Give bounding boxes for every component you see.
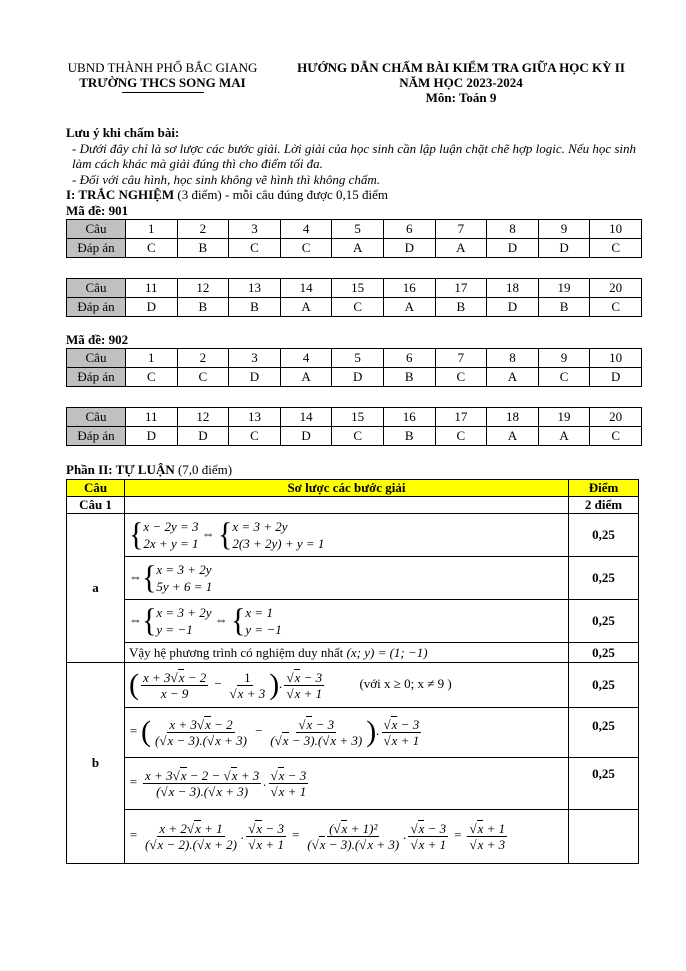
step-score: 0,25 xyxy=(569,557,639,600)
step-b1: ( $\frac{x + 3√x - 2}{x - 9}$ − $\frac{1}{√x + 3}$ ). $\frac{√x - 3}{√x + 1}$ (với x ≥ 0; x ≠ 9 ) xyxy=(125,663,569,708)
answer-letter: C xyxy=(590,239,642,258)
question-number: 10 xyxy=(590,220,642,239)
question-number: 18 xyxy=(487,279,539,298)
question-number: 7 xyxy=(435,220,487,239)
answer-letter: C xyxy=(538,368,590,387)
question-number: 13 xyxy=(229,408,281,427)
question-number: 8 xyxy=(487,220,539,239)
answer-letter: C xyxy=(280,239,332,258)
answer-letter: D xyxy=(280,427,332,446)
subject: Môn: Toán 9 xyxy=(425,90,497,105)
answer-letter: D xyxy=(332,368,384,387)
answer-letter: B xyxy=(229,298,281,317)
question-number: 2 xyxy=(177,220,229,239)
answer-letter: A xyxy=(332,239,384,258)
answer-row xyxy=(67,368,642,387)
answer-letter: D xyxy=(126,427,178,446)
answer-letter: B xyxy=(538,298,590,317)
step-score: 0,25 xyxy=(569,643,639,663)
answer-row xyxy=(67,427,642,446)
question-number: 12 xyxy=(177,279,229,298)
step-b3: = $\frac{x + 3√x - 2 - √x + 3}{(√x - 3).(√x + 3)}$ . $\frac{√x - 3}{√x + 1}$ xyxy=(125,758,569,810)
answer-letter: C xyxy=(332,427,384,446)
question-number: 7 xyxy=(435,349,487,368)
section1-title: I: TRẮC NGHIỆM xyxy=(66,187,175,202)
note-item: - Dưới đây chỉ là sơ lược các bước giải. Lời giải của học sinh cần lập luận chặt chẽ hợp logic. Nếu học sinh làm cách khác mà giải đúng thì cho điểm tối đa. xyxy=(72,140,637,171)
b-condition: (với x ≥ 0; x ≠ 9 ) xyxy=(359,675,452,691)
step-score: 0,25 xyxy=(569,708,639,758)
answer-letter: A xyxy=(280,368,332,387)
answer-letter: C xyxy=(332,298,384,317)
col-question: Câu xyxy=(67,480,125,497)
col-score: Điểm xyxy=(569,480,639,497)
answer-letter: D xyxy=(487,298,539,317)
question-number: 15 xyxy=(332,408,384,427)
step-row xyxy=(67,810,639,864)
section1-heading xyxy=(66,187,388,203)
question-number: 5 xyxy=(332,349,384,368)
step-score: 0,25 xyxy=(569,514,639,557)
answer-letter: D xyxy=(383,239,435,258)
question-number: 19 xyxy=(538,408,590,427)
question-number: 11 xyxy=(126,408,178,427)
step-a3: ⇔{x = 3 + 2y y = −1 ⇔ {x = 1 y = −1 xyxy=(125,600,569,643)
answer-letter: C xyxy=(126,368,178,387)
step-row xyxy=(67,514,639,557)
step-a4 xyxy=(125,643,569,663)
question-number: 10 xyxy=(590,349,642,368)
essay-header-row xyxy=(67,480,639,497)
question-number: 17 xyxy=(435,408,487,427)
question1-score: 2 điểm xyxy=(569,497,639,514)
answer-letter: C xyxy=(126,239,178,258)
row-label-question: Câu xyxy=(67,408,126,427)
step-score: 0,25 xyxy=(569,600,639,643)
question-number: 11 xyxy=(126,279,178,298)
question-number: 4 xyxy=(280,220,332,239)
code-902-label: Mã đề: 902 xyxy=(66,332,129,347)
a-solution: (x; y) = (1; −1) xyxy=(346,644,428,660)
step-row xyxy=(67,557,639,600)
answer-letter: C xyxy=(590,427,642,446)
authority-name: UBND THÀNH PHỐ BẮC GIANG xyxy=(67,60,258,75)
header-left xyxy=(60,60,265,93)
answer-letter: D xyxy=(177,427,229,446)
answer-letter: B xyxy=(383,427,435,446)
school-year: NĂM HỌC 2023-2024 xyxy=(399,75,523,90)
question-number: 14 xyxy=(280,279,332,298)
essay-table xyxy=(66,479,639,864)
question-number: 6 xyxy=(383,349,435,368)
question-number: 14 xyxy=(280,408,332,427)
answer-letter: A xyxy=(435,239,487,258)
step-score: 0,25 xyxy=(569,663,639,708)
answer-letter: D xyxy=(487,239,539,258)
a-conclusion: Vậy hệ phương trình có nghiệm duy nhất xyxy=(129,644,344,660)
question-number: 8 xyxy=(487,349,539,368)
question-number: 3 xyxy=(229,220,281,239)
notes-title: Lưu ý khi chấm bài: xyxy=(66,125,180,140)
row-label-answer: Đáp án xyxy=(67,368,126,387)
question-number: 13 xyxy=(229,279,281,298)
question-row xyxy=(67,408,642,427)
question-number: 5 xyxy=(332,220,384,239)
question-number: 1 xyxy=(126,220,178,239)
question-row xyxy=(67,279,642,298)
answer-letter: C xyxy=(229,239,281,258)
question-number: 18 xyxy=(487,408,539,427)
header-underline xyxy=(122,92,204,93)
part-b-label: b xyxy=(67,663,125,864)
answer-letter: B xyxy=(383,368,435,387)
question-number: 9 xyxy=(538,220,590,239)
step-row xyxy=(67,600,639,643)
section2-heading xyxy=(66,462,232,478)
grading-notes xyxy=(66,125,638,187)
question-number: 9 xyxy=(538,349,590,368)
step-row xyxy=(67,708,639,758)
section1-note: (3 điểm) - mỗi câu đúng được 0,15 điểm xyxy=(174,187,389,202)
answer-letter: C xyxy=(229,427,281,446)
document-title: HƯỚNG DẪN CHẤM BÀI KIỂM TRA GIỮA HỌC KỲ II xyxy=(297,60,625,75)
answer-letter: D xyxy=(538,239,590,258)
answer-letter: D xyxy=(126,298,178,317)
question-number: 1 xyxy=(126,349,178,368)
answer-letter: A xyxy=(538,427,590,446)
step-a2: ⇔{x = 3 + 2y 5y + 6 = 1 xyxy=(125,557,569,600)
question1-label: Câu 1 xyxy=(67,497,125,514)
answer-letter: D xyxy=(590,368,642,387)
school-name: TRƯỜNG THCS SONG MAI xyxy=(79,75,246,90)
question-number: 20 xyxy=(590,408,642,427)
question-number: 6 xyxy=(383,220,435,239)
answer-letter: A xyxy=(383,298,435,317)
question-number: 15 xyxy=(332,279,384,298)
question-number: 3 xyxy=(229,349,281,368)
question-number: 17 xyxy=(435,279,487,298)
question-number: 19 xyxy=(538,279,590,298)
question-number: 16 xyxy=(383,408,435,427)
part-a-label: a xyxy=(67,514,125,663)
answer-table xyxy=(66,407,642,446)
answer-letter: A xyxy=(487,368,539,387)
answer-table xyxy=(66,219,642,258)
answer-letter: A xyxy=(487,427,539,446)
note-item: - Đối với câu hình, học sinh không vẽ hình thì không chấm. xyxy=(72,171,381,187)
answer-table xyxy=(66,278,642,317)
col-steps: Sơ lược các bước giải xyxy=(125,480,569,497)
header-right xyxy=(272,60,650,105)
answer-letter: B xyxy=(177,298,229,317)
row-label-answer: Đáp án xyxy=(67,239,126,258)
answer-letter: A xyxy=(280,298,332,317)
answer-letter: C xyxy=(177,368,229,387)
step-row xyxy=(67,663,639,708)
step-row xyxy=(67,643,639,663)
question-number: 2 xyxy=(177,349,229,368)
question-row xyxy=(67,220,642,239)
row-label-question: Câu xyxy=(67,349,126,368)
answer-letter: C xyxy=(435,368,487,387)
row-label-answer: Đáp án xyxy=(67,427,126,446)
answer-letter: B xyxy=(177,239,229,258)
question-row xyxy=(67,349,642,368)
answer-table xyxy=(66,348,642,387)
answer-letter: B xyxy=(435,298,487,317)
answer-letter: D xyxy=(229,368,281,387)
question-number: 20 xyxy=(590,279,642,298)
code-901-label: Mã đề: 901 xyxy=(66,203,129,218)
answer-row xyxy=(67,298,642,317)
step-a1: {x − 2y = 3 2x + y = 1 ⇔ {x = 3 + 2y 2(3 + 2y) + y = 1 xyxy=(125,514,569,557)
question-number: 12 xyxy=(177,408,229,427)
step-score: 0,25 xyxy=(569,758,639,810)
section2-title: Phần II: TỰ LUẬN xyxy=(66,462,175,477)
row-label-question: Câu xyxy=(67,279,126,298)
answer-letter: C xyxy=(435,427,487,446)
question-number: 16 xyxy=(383,279,435,298)
step-b2: = ( $\frac{x + 3√x - 2}{(√x - 3).(√x + 3)}$ − $\frac{√x - 3}{(√x - 3).(√x + 3)}$ ). $\frac{√x - 3}{√x + 1}$ xyxy=(125,708,569,758)
question1-row xyxy=(67,497,639,514)
answer-row xyxy=(67,239,642,258)
row-label-question: Câu xyxy=(67,220,126,239)
step-b4: = $\frac{x + 2√x + 1}{(√x - 2).(√x + 2)}$ . $\frac{√x - 3}{√x + 1}$ = $\frac{\text{(√x + 1)²}}{(√x - 3).(√x + 3)}$ . $\frac{√x - 3}{√x + 1}$ = $\frac{√x + 1}{√x + 3}$ xyxy=(125,810,569,864)
question-number: 4 xyxy=(280,349,332,368)
section2-note: (7,0 điểm) xyxy=(174,462,233,477)
step-row xyxy=(67,758,639,810)
row-label-answer: Đáp án xyxy=(67,298,126,317)
answer-letter: C xyxy=(590,298,642,317)
